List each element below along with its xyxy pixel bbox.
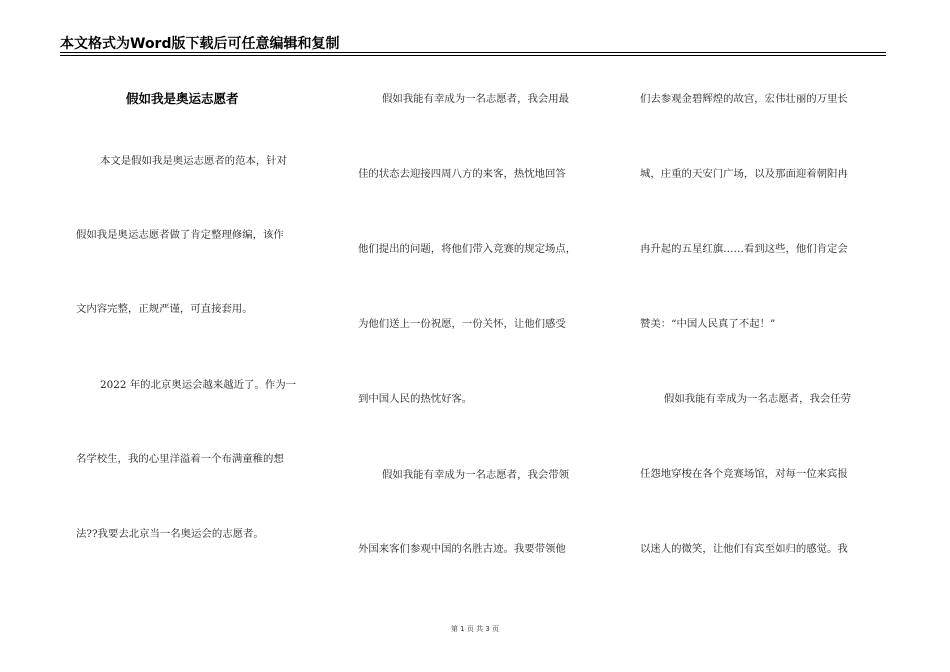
text-line: 法??我要去北京当一名奥运会的志愿者。 (76, 528, 264, 540)
text-line: 赞美：“中国人民真了不起！” (640, 318, 776, 330)
text-line: 城，庄重的天安门广场，以及那面迎着朝阳冉 (640, 168, 848, 180)
header-divider (60, 52, 886, 53)
column-1 (76, 88, 320, 588)
text-line: 以迷人的微笑，让他们有宾至如归的感觉。我 (640, 543, 848, 555)
text-line: 外国来客们参观中国的名胜古迹。我要带领他 (358, 543, 566, 555)
text-line: 文内容完整，正规严谨，可直接套用。 (76, 303, 253, 315)
column-2 (358, 88, 602, 588)
header-divider-secondary (60, 55, 886, 56)
document-title: 假如我是奥运志愿者 (126, 91, 239, 106)
text-line: 假如我能有幸成为一名志愿者，我会用最 (382, 93, 570, 105)
text-line: 任怨地穿梭在各个竞赛场馆，对每一位来宾报 (640, 468, 848, 480)
text-line: 们去参观金碧辉煌的故宫，宏伟壮丽的万里长 (640, 93, 848, 105)
text-line: 冉升起的五星红旗……看到这些，他们肯定会 (640, 243, 848, 255)
text-line: 佳的状态去迎接四周八方的来客，热忱地回答 (358, 168, 566, 180)
text-line: 2022 年的北京奥运会越来越近了。作为一 (100, 379, 296, 391)
text-line: 为他们送上一份祝愿，一份关怀，让他们感受 (358, 318, 566, 330)
page-number: 第 1 页 共 3 页 (450, 625, 500, 633)
text-line: 他们提出的问题，将他们带入竞赛的规定场点， (358, 243, 577, 255)
column-3 (640, 88, 884, 588)
document-header-title: 本文格式为Word版下载后可任意编辑和复制 (60, 36, 340, 52)
text-line: 到中国人民的热忱好客。 (358, 393, 473, 405)
text-line: 假如我是奥运志愿者做了肯定整理修编，该作 (76, 229, 284, 241)
text-line: 假如我能有幸成为一名志愿者，我会任劳 (664, 393, 852, 405)
text-line: 假如我能有幸成为一名志愿者，我会带领 (382, 469, 570, 481)
text-line: 本文是假如我是奥运志愿者的范本，针对 (100, 155, 288, 167)
text-line: 名学校生，我的心里洋溢着一个布满童稚的想 (76, 453, 284, 465)
